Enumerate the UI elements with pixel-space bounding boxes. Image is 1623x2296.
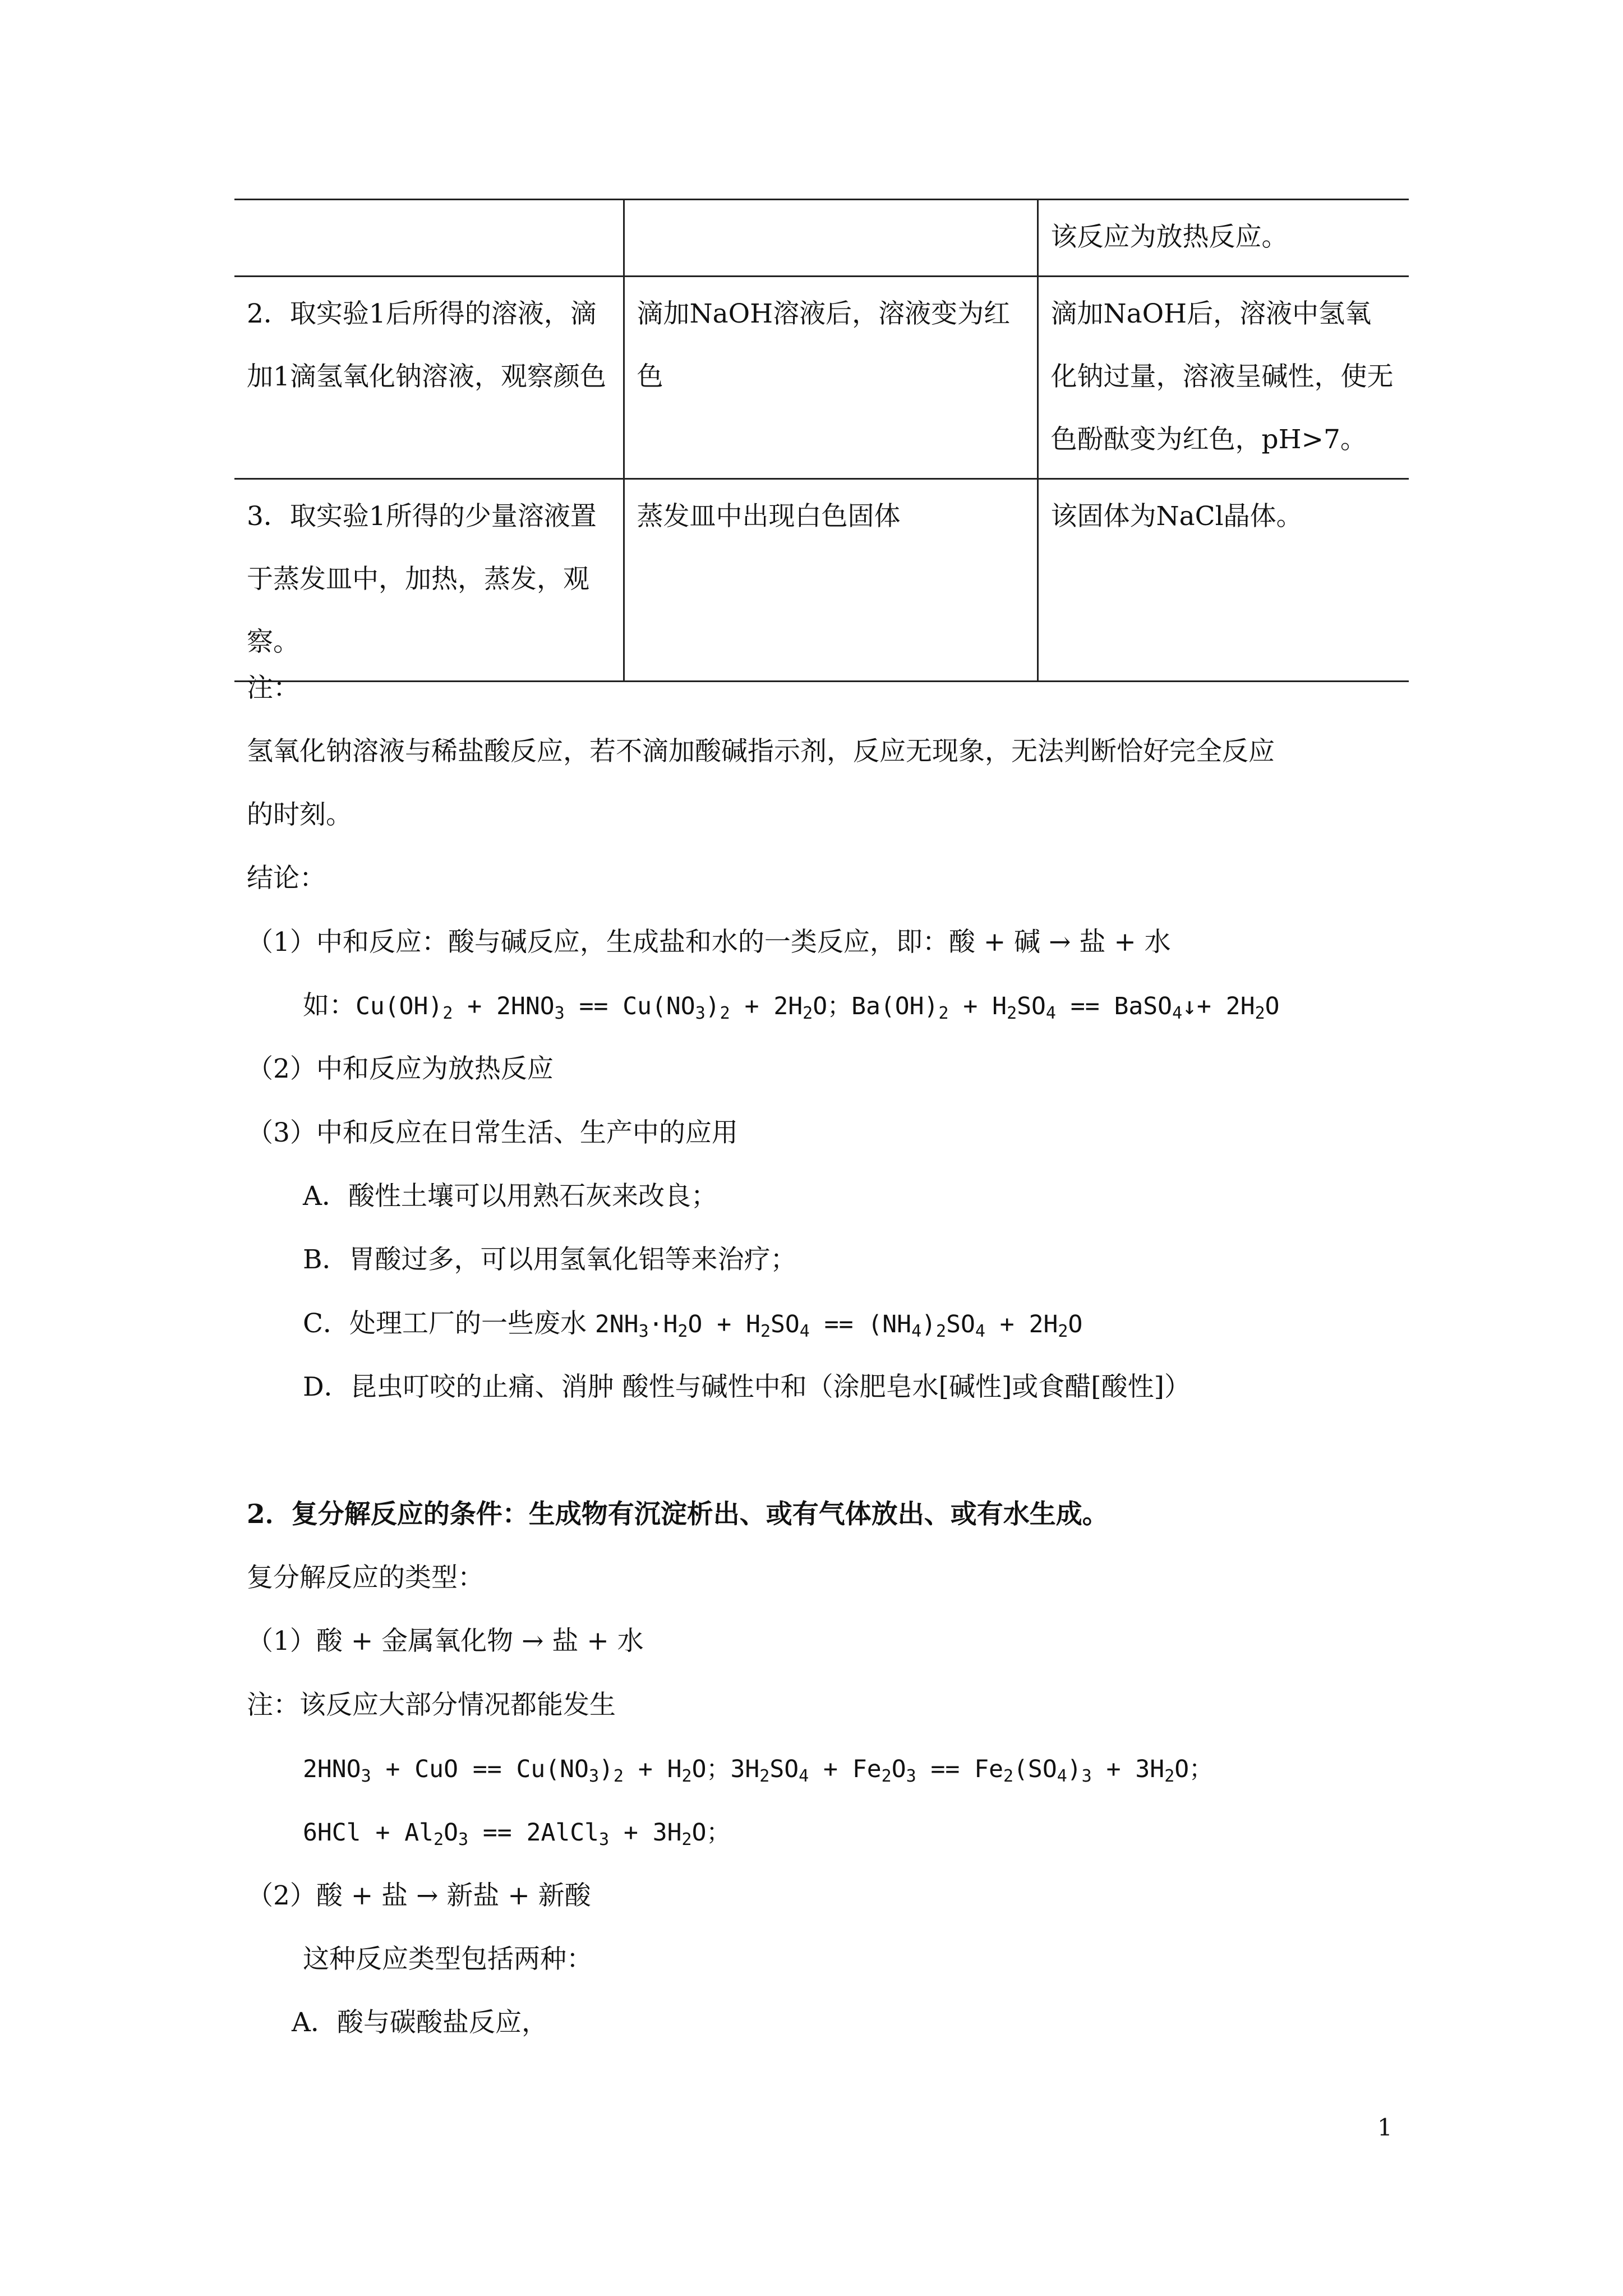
application-c [303, 1307, 1082, 1341]
table-row [234, 479, 1409, 682]
conclusion-item-1: （1）中和反应：酸与碱反应，生成盐和水的一类反应，即：酸 + 碱 → 盐 + 水 [247, 927, 1171, 958]
table-cell [624, 200, 1038, 277]
application-d: D．昆虫叮咬的止痛、消肿 酸性与碱性中和（涂肥皂水[碱性]或食醋[酸性]） [303, 1372, 1191, 1402]
application-a: A．酸性土壤可以用熟石灰来改良； [303, 1181, 717, 1212]
table-cell: 该反应为放热反应。 [1038, 200, 1409, 277]
section2-heading: 2．复分解反应的条件：生成物有沉淀析出、或有气体放出、或有水生成。 [247, 1499, 1109, 1530]
conclusion-item-2: （2）中和反应为放热反应 [247, 1053, 554, 1084]
conclusion-item-3: （3）中和反应在日常生活、生产中的应用 [247, 1117, 738, 1148]
application-b: B．胃酸过多，可以用氢氧化铝等来治疗； [303, 1244, 797, 1275]
type-2: （2）酸 + 盐 → 新盐 + 新酸 [247, 1880, 591, 1911]
table-cell: 滴加NaOH溶液后，溶液变为红色 [624, 277, 1038, 479]
table-row [234, 200, 1409, 277]
table-cell: 蒸发皿中出现白色固体 [624, 479, 1038, 682]
table-cell [234, 200, 624, 277]
conclusion-label: 结论： [247, 863, 326, 894]
note-text-line1: 氢氧化钠溶液与稀盐酸反应，若不滴加酸碱指示剂，反应无现象，无法判断恰好完全反应 [247, 736, 1275, 767]
equation-wastewater: $2NH_3\cdot H_2O + H_2SO_4 == (NH_4)_2SO_4 + 2H_2O$ [594, 1310, 1083, 1341]
table-cell: 2．取实验1后所得的溶液，滴加1滴氢氧化钠溶液，观察颜色 [234, 277, 624, 479]
table-row [234, 277, 1409, 479]
table-cell: 该固体为NaCl晶体。 [1038, 479, 1409, 682]
equation-acid-oxide-2: $6HCl + Al_2O_3$ == 2AlCl$_3$ + $3H_2O$； [303, 1819, 731, 1849]
type-1-note: 注：该反应大部分情况都能发生 [247, 1690, 616, 1720]
neutralization-equations [303, 989, 1280, 1023]
application-c-text: C．处理工厂的一些废水 [303, 1308, 595, 1339]
type-2-a: A．酸与碳酸盐反应， [292, 2007, 548, 2038]
type-2-note: 这种反应类型包括两种： [303, 1944, 593, 1975]
note-text-line2: 的时刻。 [247, 799, 352, 830]
type-1: （1）酸 + 金属氧化物 → 盐 + 水 [247, 1626, 644, 1657]
table-cell: 滴加NaOH后，溶液中氢氧化钠过量，溶液呈碱性，使无色酚酞变为红色，pH>7。 [1038, 277, 1409, 479]
equation-1: $Cu(OH)_2 + 2HNO_3 == Cu(NO_3)_2 + 2H_2O$；$Ba(OH)_2 + H_2SO_4$ == BaSO$_4$↓+ $2H_2O$ [356, 992, 1280, 1023]
experiment-table [234, 199, 1409, 682]
table-cell: 3．取实验1所得的少量溶液置于蒸发皿中，加热，蒸发，观察。 [234, 479, 624, 682]
page-number: 1 [1377, 2114, 1393, 2141]
note-label: 注： [247, 673, 299, 703]
equation-prefix: 如： [303, 990, 356, 1021]
types-label: 复分解反应的类型： [247, 1562, 484, 1593]
equation-acid-oxide-1: $2HNO_3$ + CuO == $Cu(NO_3)_2 + H_2O$；$3H_2SO_4 + Fe_2O_3 == Fe_2(SO_4)_3 + 3H_2O$； [303, 1755, 1214, 1786]
